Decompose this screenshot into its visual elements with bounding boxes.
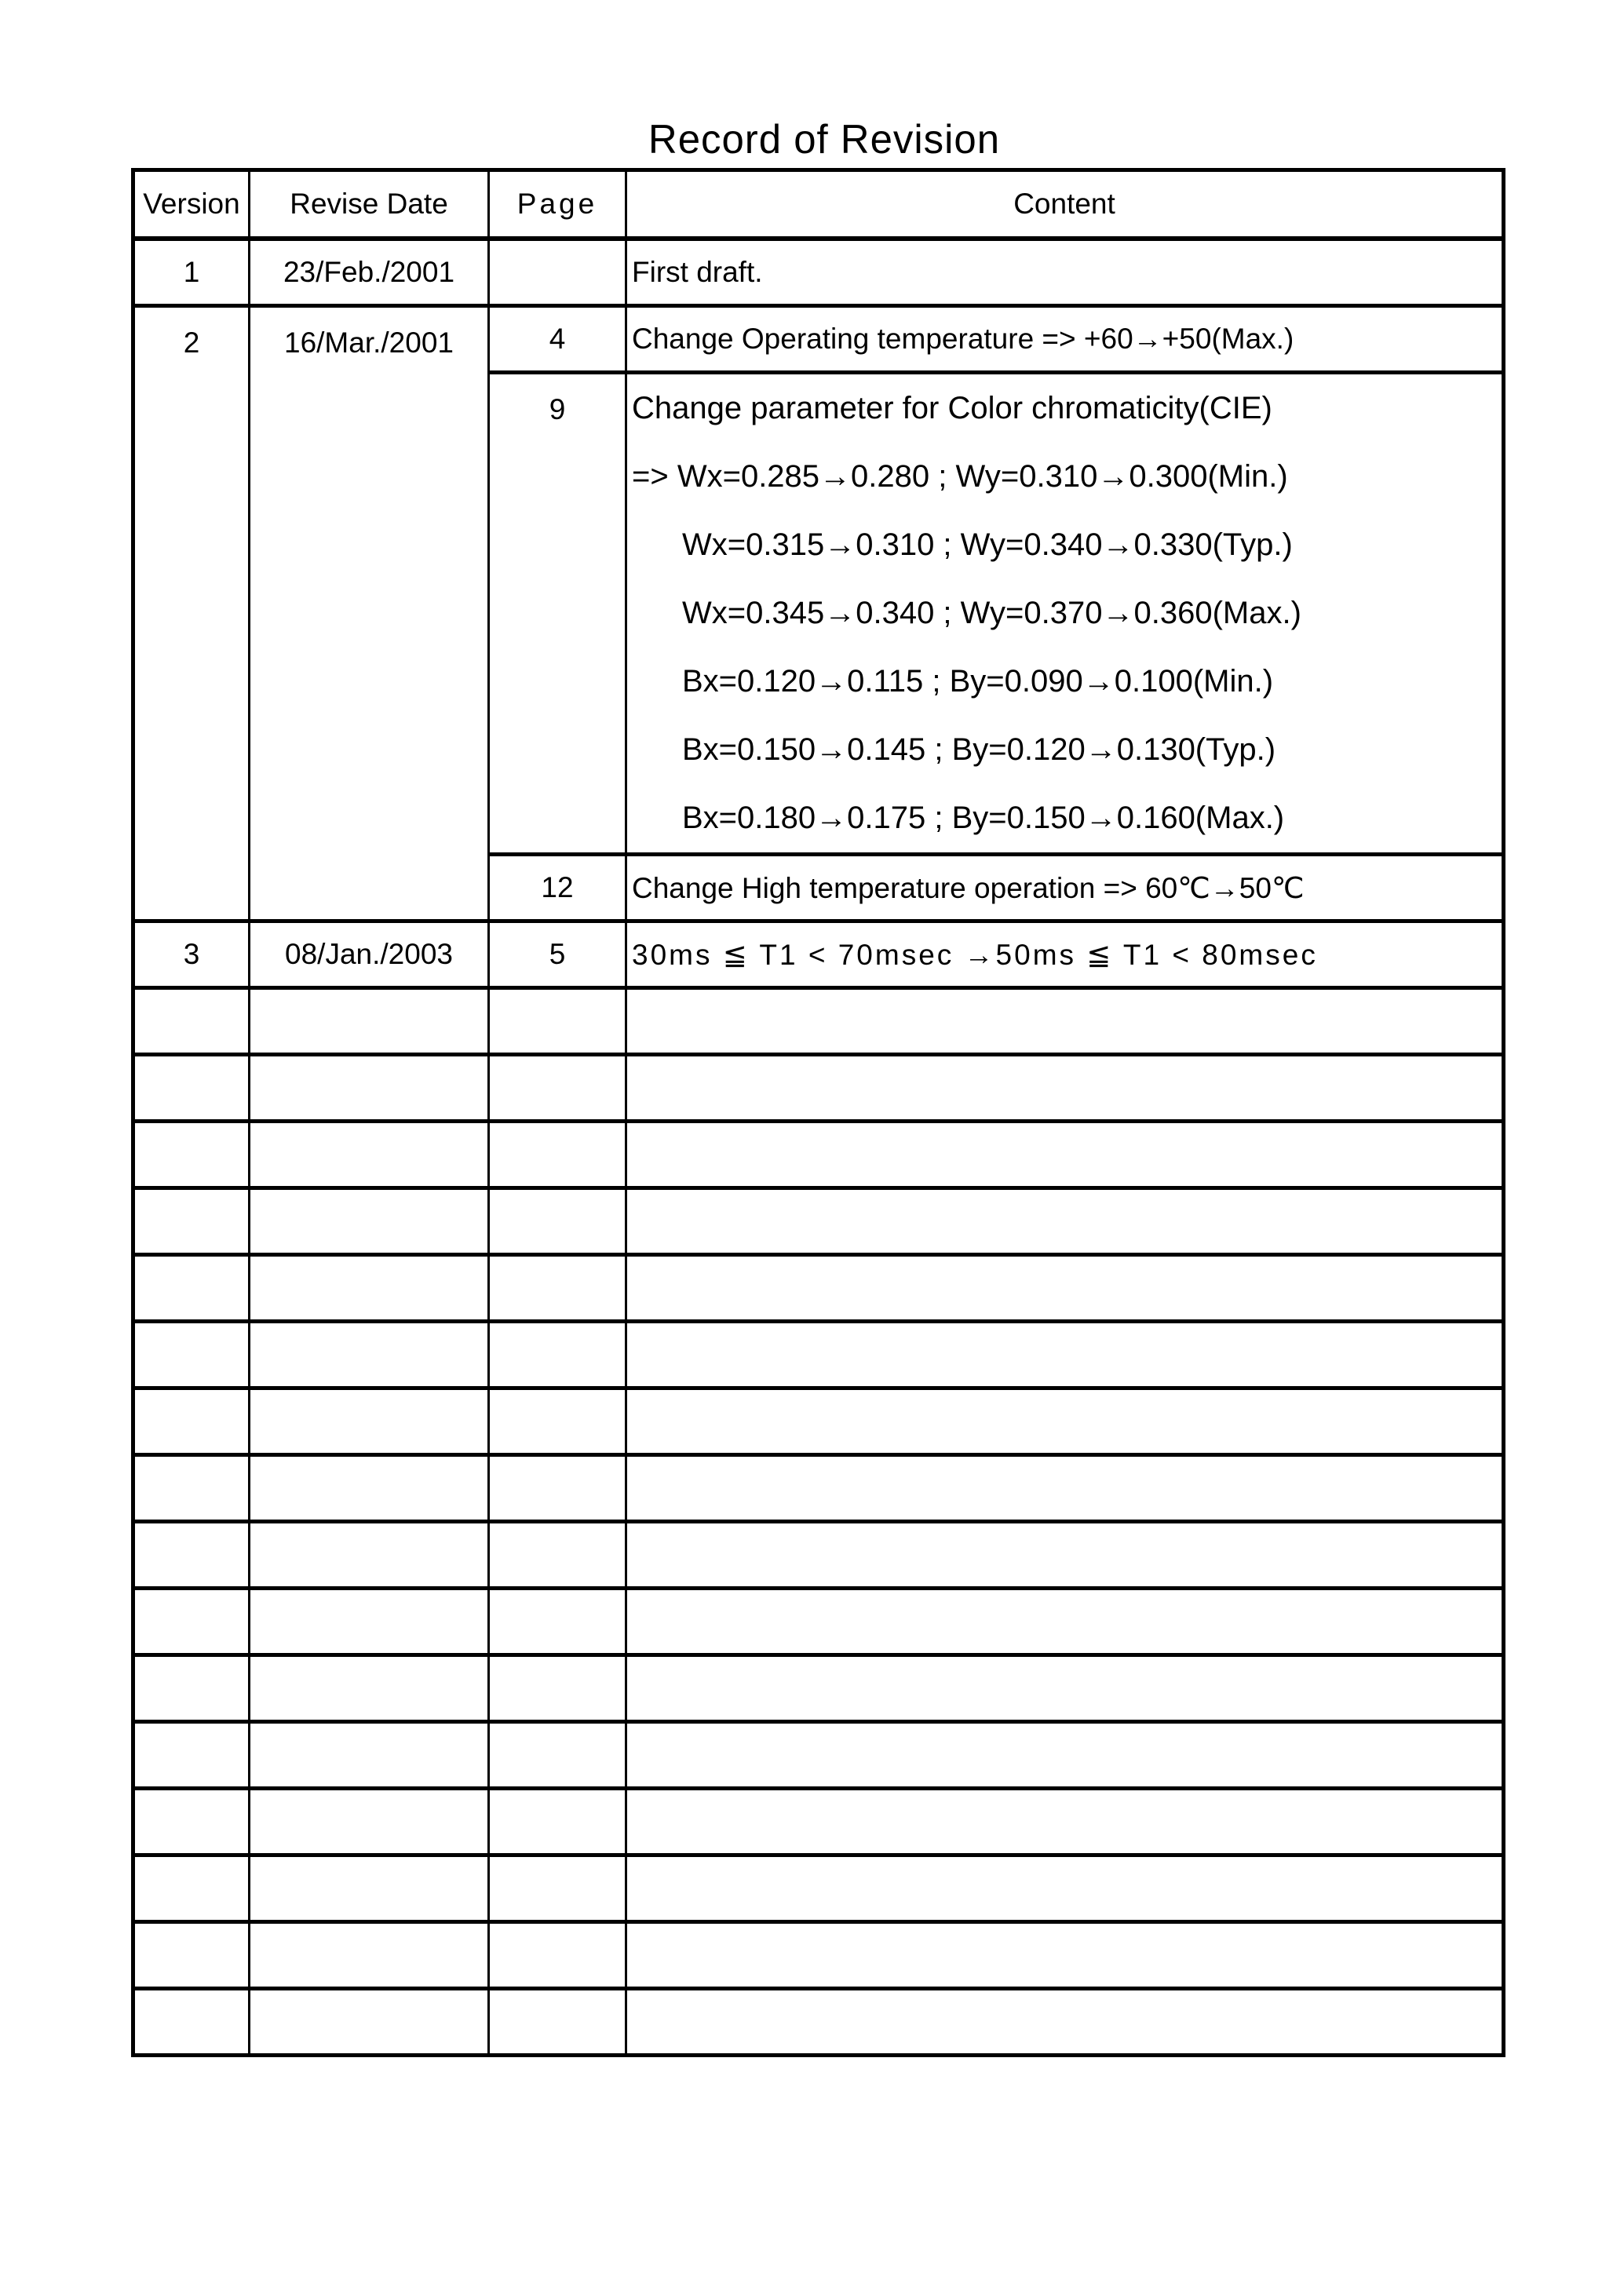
page-cell [489,1522,626,1589]
date-cell [250,1989,489,2056]
page-cell: 5 [489,921,626,988]
version-cell [133,1989,250,2056]
table-header-row [133,170,1504,239]
content-line: Change parameter for Color chromaticity(CIE) [632,391,1272,425]
page-cell [489,1188,626,1255]
content-cell [626,1522,1504,1589]
version-cell [133,1855,250,1922]
content-cell [626,1122,1504,1188]
version-cell: 1 [133,239,250,306]
version-cell [133,988,250,1055]
empty-table-row [133,988,1504,1055]
date-cell: 23/Feb./2001 [250,239,489,306]
content-cell [626,1789,1504,1855]
date-cell [250,1055,489,1122]
page-cell [489,1789,626,1855]
content-line: Bx=0.120→0.115 ; By=0.090→0.100(Min.) [682,664,1274,699]
page-cell [489,988,626,1055]
date-cell [250,1855,489,1922]
page-cell [489,1388,626,1455]
date-cell: 16/Mar./2001 [250,306,489,921]
date-cell [250,1655,489,1722]
table-row [133,921,1504,988]
date-cell [250,1789,489,1855]
date-cell [250,1255,489,1322]
empty-table-row [133,1922,1504,1989]
date-cell [250,1589,489,1655]
page-cell [489,1922,626,1989]
content-cell [626,1722,1504,1789]
empty-table-row [133,1722,1504,1789]
version-cell [133,1122,250,1188]
date-cell [250,1922,489,1989]
header-content: Content [626,170,1504,239]
version-cell [133,1789,250,1855]
page-cell [489,1589,626,1655]
content-line: Wx=0.345→0.340 ; Wy=0.370→0.360(Max.) [682,596,1301,630]
content-cell [626,1455,1504,1522]
page-cell: 9 [489,373,626,855]
content-cell [626,1255,1504,1322]
version-cell [133,1388,250,1455]
version-cell [133,1322,250,1388]
content-cell [626,1188,1504,1255]
header-page: Page [489,170,626,239]
content-cell-chromaticity [626,373,1504,855]
empty-table-row [133,1388,1504,1455]
content-cell [626,1322,1504,1388]
empty-table-row [133,1122,1504,1188]
date-cell [250,1122,489,1188]
empty-table-row [133,1055,1504,1122]
empty-table-row [133,1589,1504,1655]
page-cell [489,1055,626,1122]
empty-table-row [133,1522,1504,1589]
version-cell [133,1922,250,1989]
date-cell [250,1388,489,1455]
date-cell [250,1322,489,1388]
content-line: => Wx=0.285→0.280 ; Wy=0.310→0.300(Min.) [632,459,1288,494]
date-cell: 08/Jan./2003 [250,921,489,988]
empty-table-row [133,1855,1504,1922]
empty-table-row [133,1989,1504,2056]
date-cell [250,988,489,1055]
version-cell [133,1722,250,1789]
content-line: Bx=0.180→0.175 ; By=0.150→0.160(Max.) [682,801,1285,835]
date-cell [250,1522,489,1589]
page-cell [489,239,626,306]
page-cell [489,1122,626,1188]
table-row [133,306,1504,373]
table-row [133,239,1504,306]
empty-table-row [133,1789,1504,1855]
date-cell [250,1188,489,1255]
page-cell: 4 [489,306,626,373]
content-cell [626,1922,1504,1989]
revision-table [131,168,1505,2057]
version-cell: 2 [133,306,250,921]
content-line: Bx=0.150→0.145 ; By=0.120→0.130(Typ.) [682,732,1276,767]
content-cell [626,1855,1504,1922]
page-cell [489,1455,626,1522]
page-cell [489,1655,626,1722]
empty-table-row [133,1655,1504,1722]
content-cell: Change High temperature operation => 60℃→50℃ [626,855,1504,921]
date-cell [250,1455,489,1522]
date-cell [250,1722,489,1789]
version-cell [133,1455,250,1522]
page-cell [489,1255,626,1322]
content-line: Wx=0.315→0.310 ; Wy=0.340→0.330(Typ.) [682,527,1293,562]
empty-table-row [133,1322,1504,1388]
version-cell: 3 [133,921,250,988]
document-title: Record of Revision [648,117,1001,162]
empty-table-row [133,1188,1504,1255]
empty-table-row [133,1255,1504,1322]
version-cell [133,1589,250,1655]
header-version: Version [133,170,250,239]
content-cell: Change Operating temperature => +60→+50(Max.) [626,306,1504,373]
content-cell [626,1055,1504,1122]
content-cell [626,1655,1504,1722]
version-cell [133,1188,250,1255]
content-cell: First draft. [626,239,1504,306]
page-cell: 12 [489,855,626,921]
empty-rows [133,988,1504,2056]
version-cell [133,1522,250,1589]
content-cell [626,1989,1504,2056]
content-cell [626,988,1504,1055]
content-cell: 30ms ≦ T1 < 70msec →50ms ≦ T1 < 80msec [626,921,1504,988]
header-revise-date: Revise Date [250,170,489,239]
page-cell [489,1722,626,1789]
content-cell [626,1388,1504,1455]
version-cell [133,1655,250,1722]
version-cell [133,1055,250,1122]
content-cell [626,1589,1504,1655]
page-cell [489,1855,626,1922]
page-cell [489,1989,626,2056]
empty-table-row [133,1455,1504,1522]
page-cell [489,1322,626,1388]
version-cell [133,1255,250,1322]
